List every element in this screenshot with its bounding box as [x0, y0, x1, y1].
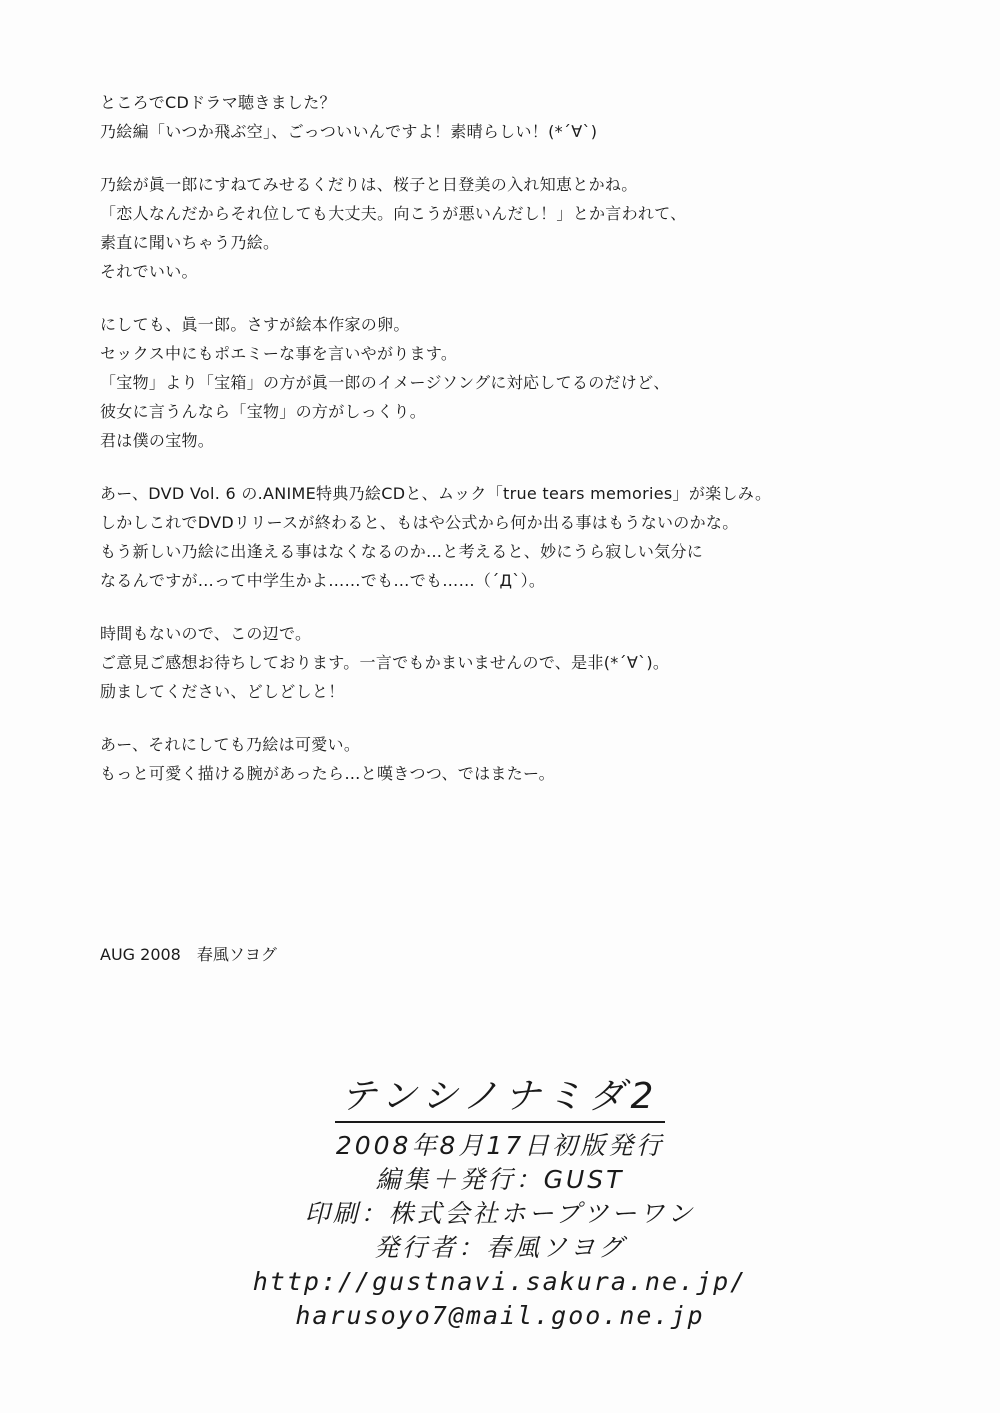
- text-line: 「恋人なんだからそれ位しても大丈夫。向こうが悪いんだし！」とか言われて、: [100, 204, 687, 223]
- text-line: にしても、眞一郎。さすが絵本作家の卵。: [100, 315, 410, 334]
- text-line: 乃絵が眞一郎にすねてみせるくだりは、桜子と日登美の入れ知恵とかね。: [100, 175, 638, 194]
- text-line: 君は僕の宝物。: [100, 431, 215, 450]
- text-line: 彼女に言うんなら「宝物」の方がしっくり。: [100, 402, 427, 421]
- text-line: 「宝物」より「宝箱」の方が眞一郎のイメージソングに対応してるのだけど、: [100, 373, 670, 392]
- text-line: 励ましてください、どしどしと！: [100, 682, 345, 701]
- text-line: それでいい。: [100, 262, 198, 281]
- publication-date: 2008年8月17日初版発行: [335, 1131, 665, 1160]
- text-line: しかしこれでDVDリリースが終わると、もはや公式から何か出る事はもうないのかな。: [100, 513, 739, 532]
- text-line: あー、DVD Vol. 6 の.ANIME特典乃絵CDと、ムック「true tears memories」が楽しみ。: [100, 484, 772, 503]
- text-line: あー、それにしても乃絵は可愛い。: [100, 735, 361, 754]
- paragraph: [100, 730, 920, 788]
- signature: AUG 2008 春風ソヨグ: [100, 945, 277, 964]
- text-line: もっと可愛く描ける腕があったら…と嘆きつつ、ではまたー。: [100, 764, 555, 783]
- email-address: harusoyo7@mail.goo.ne.jp: [295, 1301, 705, 1330]
- publisher: 発行者：春風ソヨグ: [373, 1233, 626, 1262]
- paragraph: [100, 479, 920, 595]
- printer: 印刷：株式会社ホープツーワン: [304, 1199, 696, 1228]
- text-line: セックス中にもポエミーな事を言いやがります。: [100, 344, 458, 363]
- text-line: 素直に聞いちゃう乃絵。: [100, 233, 280, 252]
- paragraph: [100, 170, 920, 286]
- book-title: テンシノナミダ2: [335, 1075, 666, 1123]
- editor-publisher: 編集＋発行：GUST: [375, 1165, 625, 1194]
- colophon: [0, 1075, 1000, 1333]
- text-line: もう新しい乃絵に出逢える事はなくなるのか…と考えると、妙にうら寂しい気分に: [100, 542, 704, 561]
- paragraph: [100, 619, 920, 706]
- text-line: なるんですが…って中学生かよ……でも…でも……（´Д`）。: [100, 571, 546, 590]
- afterword-text: [100, 88, 920, 812]
- paragraph: [100, 88, 920, 146]
- text-line: ところでCDドラマ聴きました？: [100, 93, 336, 112]
- text-line: 乃絵編「いつか飛ぶ空」、ごっついいんですよ！素晴らしい！(*´∀`): [100, 122, 598, 141]
- website-url: http://gustnavi.sakura.ne.jp/: [252, 1267, 748, 1296]
- text-line: ご意見ご感想お待ちしております。一言でもかまいませんので、是非(*´∀`)。: [100, 653, 670, 672]
- text-line: 時間もないので、この辺で。: [100, 624, 312, 643]
- paragraph: [100, 310, 920, 455]
